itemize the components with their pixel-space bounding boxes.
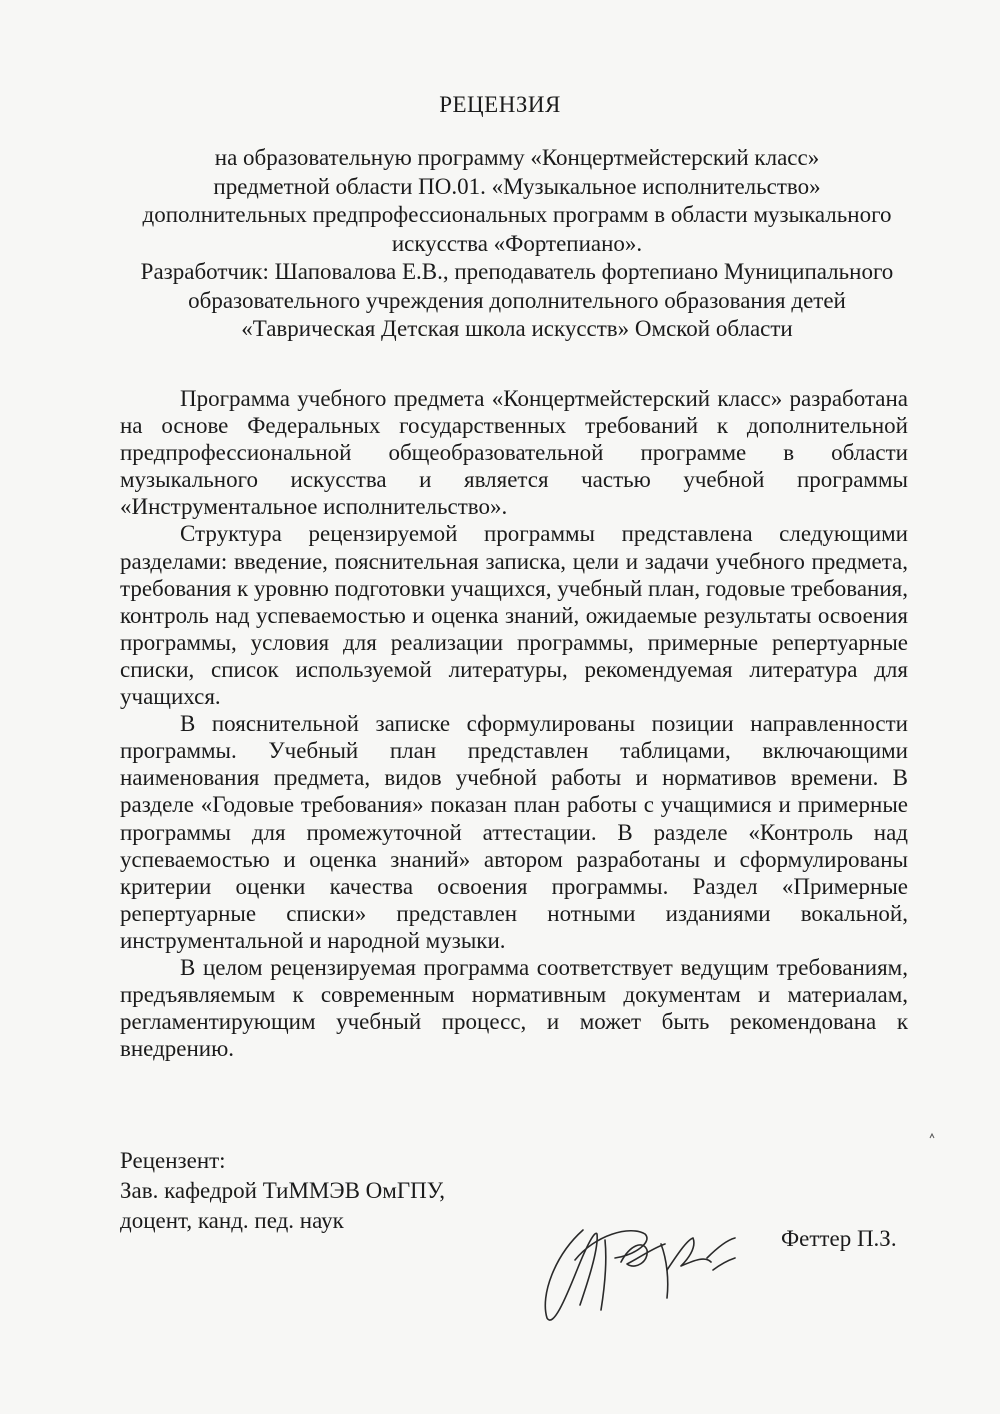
- header-line: «Таврическая Детская школа искусств» Омской области: [241, 316, 793, 341]
- document-body: [120, 385, 908, 1062]
- body-paragraph: Программа учебного предмета «Концертмейстерский класс» разработана на основе Федеральных государственных требований к дополнительной предпрофессиональной общеобразовательной программе в области музыкального искусства и является частью учебной программы «Инструментальное исполнительство».: [120, 386, 908, 520]
- body-paragraph: В целом рецензируемая программа соответствует ведущим требованиям, предъявляемым к современным нормативным документам и материалам, регламентирующим учебный процесс, и может быть рекомендована к внедрению.: [120, 954, 908, 1062]
- header-line: Разработчик: Шаповалова Е.В., преподаватель фортепиано Муниципального: [140, 259, 894, 284]
- body-paragraph: В пояснительной записке сформулированы позиции направленности программы. Учебный план представлен таблицами, включающими наименования предмета, видов учебной работы и нормативов времени. В разделе «Годовые требования» показан план работы с учащимися и примерные программы для промежуточной аттестации. В разделе «Контроль над успеваемостью и оценка знаний» автором разработаны и сформулированы критерии оценки качества освоения программы. Раздел «Примерные репертуарные списки» представлен нотными изданиями вокальной, инструментальной и народной музыки.: [120, 711, 908, 953]
- scan-speck-icon: [928, 1132, 936, 1140]
- reviewer-name: Феттер П.З.: [781, 1226, 897, 1251]
- reviewer-degree: доцент, канд. пед. наук: [120, 1208, 344, 1233]
- header-line: образовательного учреждения дополнительного образования детей: [188, 287, 846, 313]
- header-line: дополнительных предпрофессиональных программ в области музыкального: [142, 202, 892, 227]
- document-header: [100, 144, 934, 344]
- reviewer-block: [120, 1146, 445, 1236]
- document-title: РЕЦЕНЗИЯ: [439, 92, 561, 117]
- reviewer-position: Зав. кафедрой ТиММЭВ ОмГПУ,: [120, 1178, 446, 1203]
- body-paragraph: Структура рецензируемой программы представлена следующими разделами: введение, пояснительная записка, цели и задачи учебного предмета, требования к уровню подготовки учащихся, учебный план, годовые требования, контроль над успеваемостью и оценка знаний, ожидаемые результаты освоения программы, условия для реализации программы, примерные репертуарные списки, список используемой литературы, рекомендуемая литература для учащихся.: [120, 521, 908, 710]
- header-line: на образовательную программу «Концертмейстерский класс»: [214, 145, 820, 170]
- header-line: предметной области ПО.01. «Музыкальное исполнительство»: [213, 173, 821, 199]
- header-line: искусства «Фортепиано».: [391, 230, 643, 256]
- reviewer-label: Рецензент:: [120, 1148, 226, 1173]
- handwritten-signature: [535, 1200, 750, 1330]
